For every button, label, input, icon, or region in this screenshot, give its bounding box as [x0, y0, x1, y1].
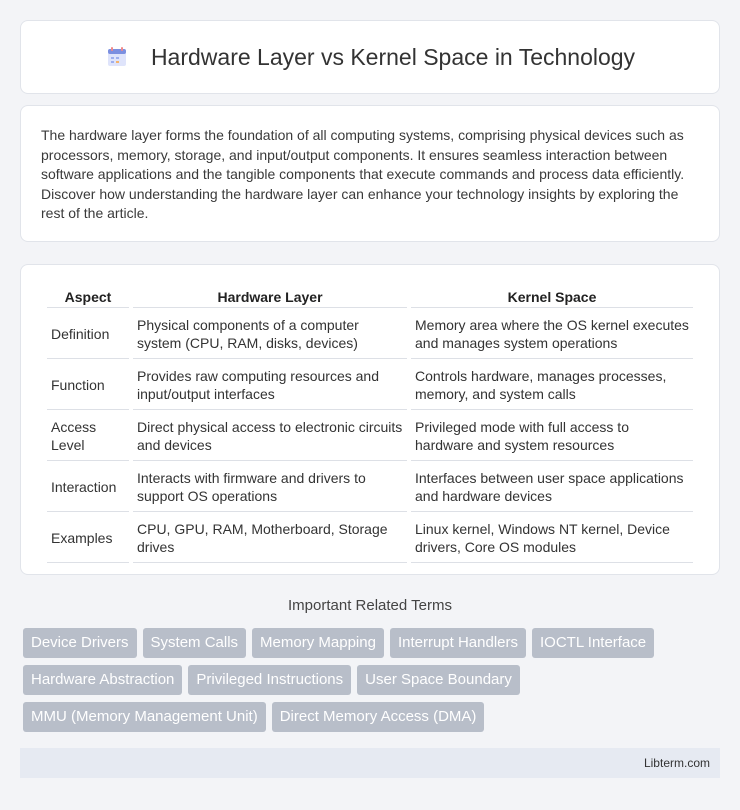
table-cell: Physical components of a computer system (CPU, RAM, disks, devices) — [133, 308, 407, 359]
term-tag[interactable]: User Space Boundary — [357, 665, 520, 695]
term-tag[interactable]: System Calls — [143, 628, 247, 658]
comparison-table-card — [20, 264, 720, 575]
footer — [20, 748, 720, 778]
table-cell: Interfaces between user space applications and hardware devices — [411, 461, 693, 512]
header-card — [20, 20, 720, 94]
table-row — [47, 512, 693, 563]
term-tag[interactable]: Interrupt Handlers — [390, 628, 526, 658]
table-cell: Direct physical access to electronic circuits and devices — [133, 410, 407, 461]
intro-card — [20, 105, 720, 242]
column-header-aspect: Aspect — [47, 285, 129, 308]
term-tag[interactable]: Privileged Instructions — [188, 665, 351, 695]
table-cell: Access Level — [47, 410, 129, 461]
table-cell: Interaction — [47, 461, 129, 512]
table-cell: Interacts with firmware and drivers to support OS operations — [133, 461, 407, 512]
table-cell: Definition — [47, 308, 129, 359]
table-cell: Examples — [47, 512, 129, 563]
footer-site-link[interactable]: Libterm.com — [643, 756, 710, 770]
table-cell: Controls hardware, manages processes, memory, and system calls — [411, 359, 693, 410]
intro-text: The hardware layer forms the foundation of all computing systems, comprising physical devices such as processors, memory, storage, and input/output components. It ensures seamless interaction between software applications and the tangible components that execute commands and process data efficiently. Discover how understanding the hardware layer can enhance your technology insights by exploring the rest of the article. — [41, 127, 685, 222]
related-terms-title: Important Related Terms — [288, 597, 452, 614]
column-header-hardware: Hardware Layer — [133, 285, 407, 308]
table-cell: Privileged mode with full access to hardware and system resources — [411, 410, 693, 461]
table-row — [47, 410, 693, 461]
table-cell: Function — [47, 359, 129, 410]
term-tag[interactable]: MMU (Memory Management Unit) — [23, 702, 266, 732]
term-tag[interactable]: Hardware Abstraction — [23, 665, 182, 695]
table-row — [47, 461, 693, 512]
calendar-icon — [105, 45, 129, 69]
term-tag[interactable]: Memory Mapping — [252, 628, 384, 658]
column-header-kernel: Kernel Space — [411, 285, 693, 308]
table-cell: Linux kernel, Windows NT kernel, Device drivers, Core OS modules — [411, 512, 693, 563]
table-row — [47, 359, 693, 410]
table-cell: Memory area where the OS kernel executes and manages system operations — [411, 308, 693, 359]
comparison-table — [43, 285, 697, 563]
term-tag[interactable]: Device Drivers — [23, 628, 137, 658]
term-tag[interactable]: Direct Memory Access (DMA) — [272, 702, 485, 732]
related-terms-list — [23, 628, 723, 732]
table-cell: CPU, GPU, RAM, Motherboard, Storage drives — [133, 512, 407, 563]
table-cell: Provides raw computing resources and input/output interfaces — [133, 359, 407, 410]
term-tag[interactable]: IOCTL Interface — [532, 628, 654, 658]
page-title: Hardware Layer vs Kernel Space in Technology — [150, 43, 636, 70]
table-row — [47, 308, 693, 359]
